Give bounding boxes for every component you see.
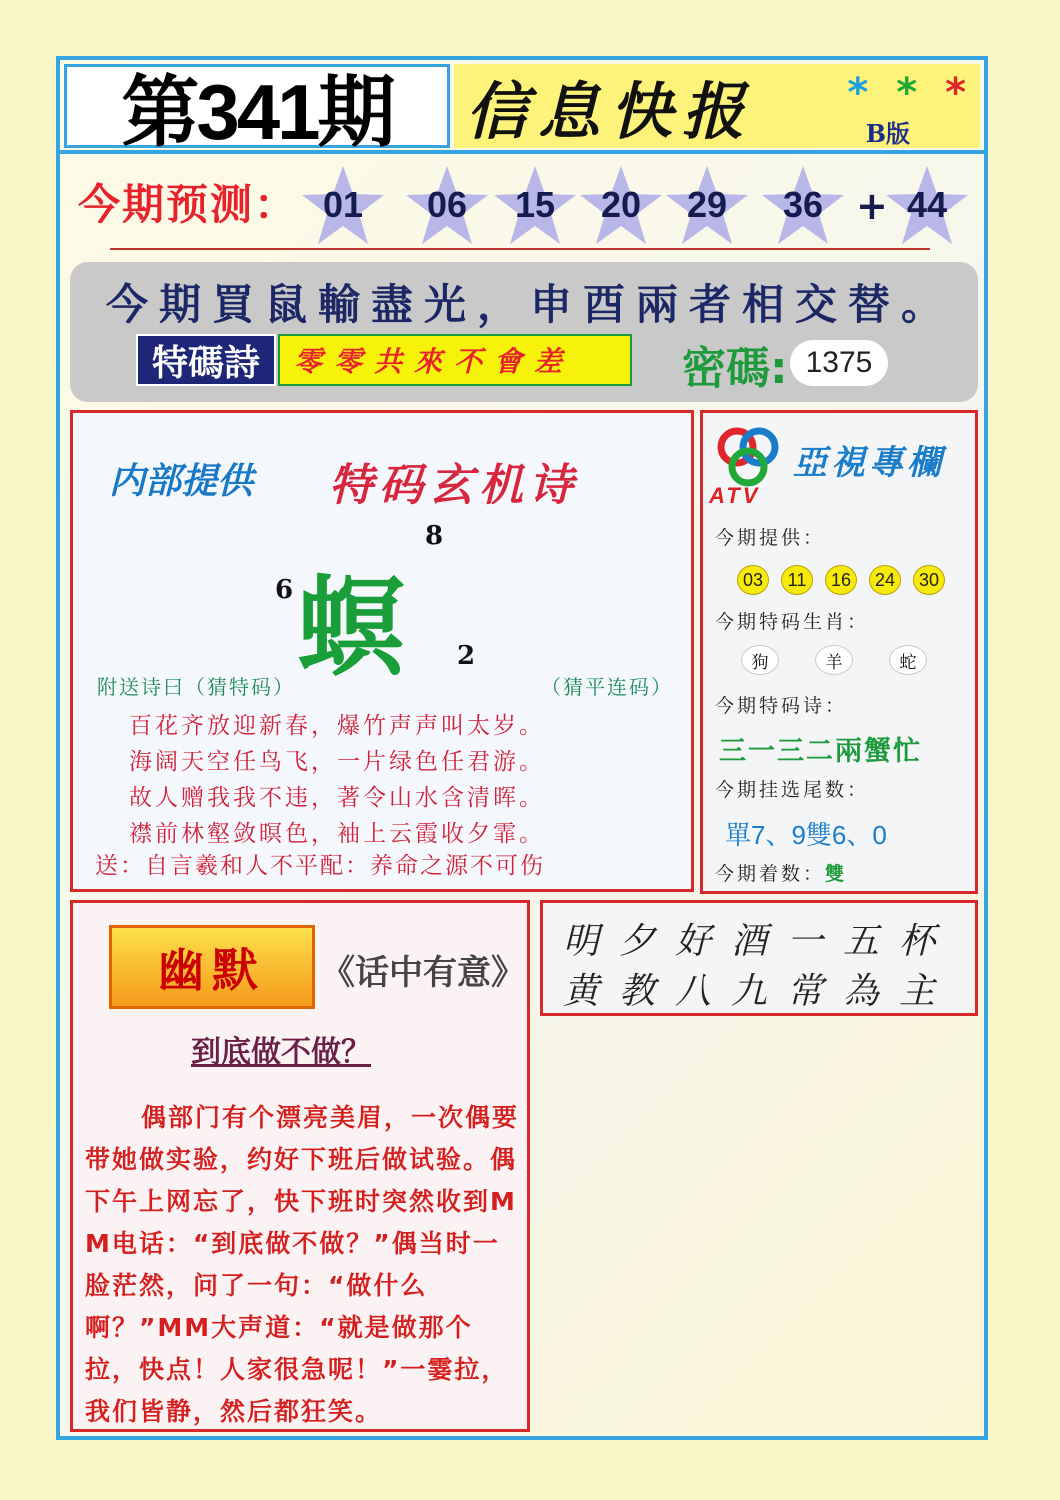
slogan-text: 今期買鼠輸盡光，申酉兩者相交替。: [106, 280, 955, 329]
page-frame: [56, 56, 988, 1440]
riddle-title: 特码玄机诗: [329, 460, 579, 511]
humor-title: 到底做不做？: [191, 1035, 371, 1070]
riddle-line: 百花齐放迎新春，爆竹声声叫太岁。: [129, 713, 545, 739]
prediction-label: 今期预测：: [78, 180, 299, 229]
prediction-number: 36: [760, 164, 846, 246]
star-icon: *: [847, 70, 869, 116]
zodiac-item: 蛇: [889, 645, 927, 675]
couplet-line: 明夕好酒一五杯: [563, 921, 956, 962]
page-title: 信息快报: [466, 74, 755, 148]
poem-label: 特碼詩: [136, 334, 276, 386]
zodiac-item: 羊: [815, 645, 853, 675]
shot-value: 雙: [825, 863, 848, 885]
humor-box: [70, 900, 530, 1432]
poem-text: 零零共來不會差: [278, 334, 632, 386]
riddle-provided: 内部提供: [109, 461, 254, 502]
atv-title: 亞視專欄: [793, 443, 945, 483]
header: [60, 60, 984, 154]
code-value: 1375: [790, 340, 888, 386]
plus-sign: +: [856, 184, 888, 228]
code-label: 密碼:: [682, 343, 788, 394]
prediction-row: [74, 164, 974, 246]
shot-label: 今期着数：: [715, 863, 826, 885]
atv-poem: 三一三二兩蟹忙: [719, 736, 922, 767]
issue-number: 第341期: [121, 68, 393, 156]
zodiac-item: 狗: [741, 645, 779, 675]
title-box: [454, 64, 980, 148]
issue-box: [64, 64, 450, 156]
number-ball: 16: [825, 565, 857, 595]
riddle-send: 送：自言羲和人不平配：养命之源不可伤: [95, 853, 545, 879]
slogan-panel: [70, 262, 978, 402]
provide-label: 今期提供：: [715, 527, 826, 549]
number-ball: 30: [913, 565, 945, 595]
number-ball: 03: [737, 565, 769, 595]
riddle-line: 海阔天空任鸟飞，一片绿色任君游。: [129, 749, 545, 775]
star-icon: *: [945, 70, 966, 116]
shot-row: [715, 859, 847, 886]
star-icon: *: [896, 70, 918, 116]
atv-poem-label: 今期特码诗：: [715, 695, 848, 717]
riddle-hint-right: （猜平连码）: [541, 675, 673, 699]
prediction-number: 06: [404, 164, 490, 246]
riddle-line: 故人赠我我不违，著令山水含清晖。: [129, 785, 545, 811]
tail-label: 今期挂选尾数：: [715, 779, 870, 801]
prediction-special-number: 44: [884, 164, 970, 246]
humor-body: 偶部门有个漂亮美眉，一次偶要带她做实验，约好下班后做试验。偶下午上网忘了，快下班时突然收到MM电话：“到底做不做？”偶当时一脸茫然，问了一句：“做什么啊？”MM大声道：“就是做那个拉，快点！人家很急呢！”一霎拉，我们皆静，然后都狂笑。: [85, 1103, 520, 1426]
humor-badge: 幽默: [109, 925, 315, 1009]
prediction-number: 15: [492, 164, 578, 246]
zodiac-label: 今期特码生肖：: [715, 611, 870, 633]
atv-logo-text: ATV: [709, 483, 761, 508]
prediction-number: 29: [664, 164, 750, 246]
humor-subtitle: 《话中有意》: [321, 953, 525, 993]
tail-value: 單7、9雙6、0: [725, 820, 887, 850]
prediction-number: 20: [578, 164, 664, 246]
number-ball: 11: [781, 565, 813, 595]
star-decorations: [833, 70, 966, 116]
riddle-hint-left: 附送诗曰（猜特码）: [97, 675, 295, 699]
divider: [110, 248, 930, 250]
riddle-digit-left: 6: [275, 575, 294, 605]
atv-logo-icon: [715, 425, 781, 491]
prediction-number: 01: [300, 164, 386, 246]
riddle-character: 螟: [297, 565, 406, 691]
couplet-box: [540, 900, 978, 1016]
atv-column: [700, 410, 978, 894]
couplet-line: 黄教八九常為主: [563, 971, 956, 1012]
riddle-box: [70, 410, 694, 892]
edition-label: B版: [865, 119, 910, 148]
riddle-digit-top: 8: [425, 521, 444, 551]
riddle-line: 襟前林壑敛暝色，袖上云霞收夕霏。: [129, 821, 545, 847]
number-ball: 24: [869, 565, 901, 595]
riddle-digit-right: 2: [457, 641, 476, 671]
